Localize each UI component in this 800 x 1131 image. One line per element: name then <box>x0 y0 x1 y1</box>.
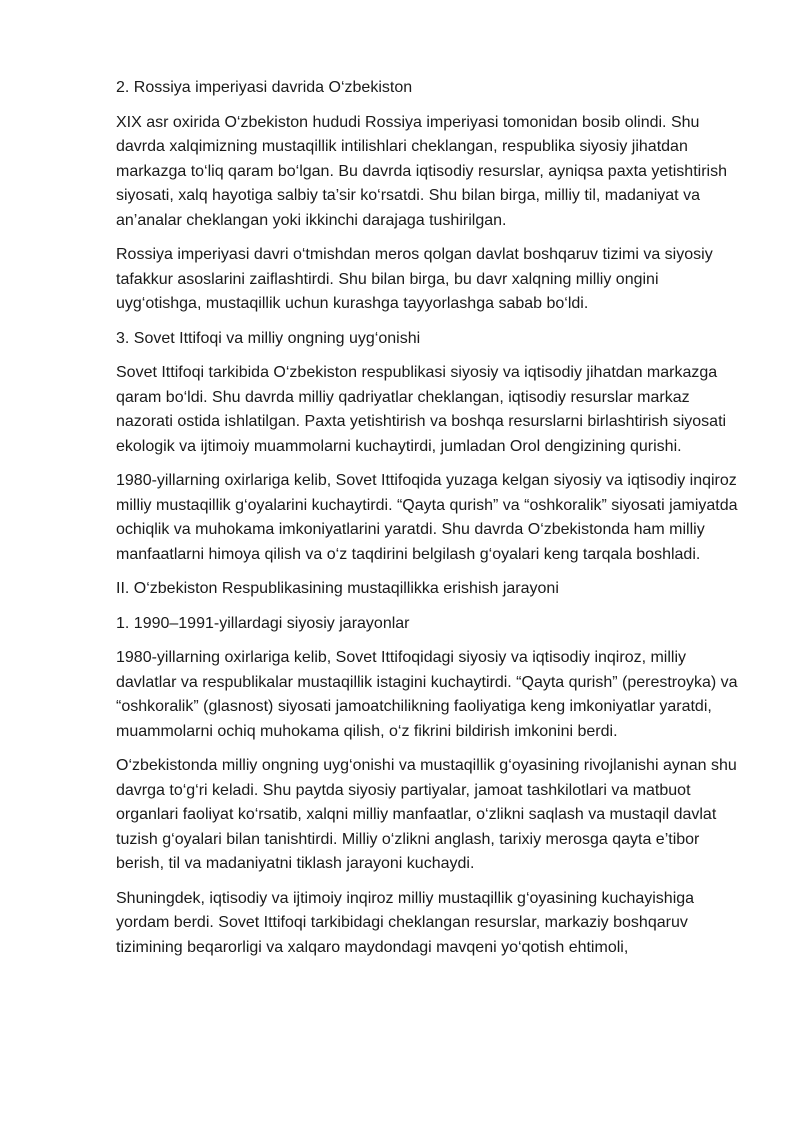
section-heading-soviet-union: 3. Sovet Ittifoqi va milliy ongning uyg‘onishi <box>116 329 421 347</box>
paragraph-soviet-union-1: Sovet Ittifoqi tarkibida O‘zbekiston respublikasi siyosiy va iqtisodiy jihatdan markazga qaram bo‘ldi. Shu davrda milliy qadriyatlar cheklangan, iqtisodiy resurslar markaz nazorati ostida ishlatilgan. Paxta yetishtirish va boshqa resurslarni birlashtirish siyosati ekologik va ijtimoiy muammolarni kuchaytirdi, jumladan Orol dengizining qurishi. <box>116 364 727 455</box>
section-heading-russian-empire: 2. Rossiya imperiyasi davrida O‘zbekiston <box>116 79 413 96</box>
paragraph-russian-empire-1: XIX asr oxirida O‘zbekiston hududi Rossiya imperiyasi tomonidan bosib olindi. Shu davrda xalqimizning mustaqillik intilishlari cheklangan, respublika siyosiy jihatdan markazga to‘liq qaram bo‘lgan. Bu davrda iqtisodiy resurslar, ayniqsa paxta yetishtirish siyosati, xalq hayotiga salbiy ta’sir ko‘rsatdi. Shu bilan birga, milliy til, madaniyat va an’analar cheklangan yoki ikkinchi darajaga tushirilgan. <box>116 113 727 229</box>
paragraph-1990-1991-3: Shuningdek, iqtisodiy va ijtimoiy inqiroz milliy mustaqillik g‘oyasining kuchayishiga yordam berdi. Sovet Ittifoqi tarkibidagi cheklangan resurslar, markaziy boshqaruv tizimining beqarorligi va xalqaro maydondagi mavqeni yo‘qotish ehtimoli, <box>116 889 695 956</box>
section-heading-1990-1991: 1. 1990–1991-yillardagi siyosiy jarayonlar <box>116 614 410 632</box>
paragraph-1990-1991-2: O‘zbekistonda milliy ongning uyg‘onishi va mustaqillik g‘oyasining rivojlanishi aynan shu davrga to‘g‘ri keladi. Shu paytda siyosiy partiyalar, jamoat tashkilotlari va matbuot organlari faoliyat ko‘rsatib, xalqni milliy manfaatlar, o‘zlikni saqlash va mustaqil davlat tuzish g‘oyalari bilan tanishtirdi. Milliy o‘zlikni anglash, tarixiy merosga qayta e’tibor berish, til va madaniyatni tiklash jarayoni kuchaydi. <box>116 757 737 872</box>
document-body <box>116 76 746 970</box>
paragraph-russian-empire-2: Rossiya imperiyasi davri o‘tmishdan meros qolgan davlat boshqaruv tizimi va siyosiy tafakkur asoslarini zaiflashtirdi. Shu bilan birga, bu davr xalqning milliy ongini uyg‘otishga, mustaqillik uchun kurashga tayyorlashga sabab bo‘ldi. <box>116 246 713 312</box>
paragraph-1990-1991-1: 1980-yillarning oxirlariga kelib, Sovet Ittifoqidagi siyosiy va iqtisodiy inqiroz, milliy davlatlar va respublikalar mustaqillik istagini kuchaytirdi. “Qayta qurish” (perestroyka) va “oshkoralik” (glasnost) siyosati jamoatchilikning faoliyatiga keng imkoniyatlar yaratdi, muammolarni ochiq muhokama qilish, o‘z fikrini bildirish imkonini berdi. <box>116 649 738 740</box>
paragraph-soviet-union-2: 1980-yillarning oxirlariga kelib, Sovet Ittifoqida yuzaga kelgan siyosiy va iqtisodiy inqiroz milliy mustaqillik g‘oyalarini kuchaytirdi. “Qayta qurish” va “oshkoralik” siyosati jamiyatda ochiqlik va muhokama imkoniyatlarini yaratdi. Shu davrda O‘zbekistonda ham milliy manfaatlarni himoya qilish va o‘z taqdirini belgilash g‘oyalari keng tarqala boshladi. <box>116 472 738 563</box>
chapter-heading-independence: II. O‘zbekiston Respublikasining mustaqillikka erishish jarayoni <box>116 580 559 597</box>
